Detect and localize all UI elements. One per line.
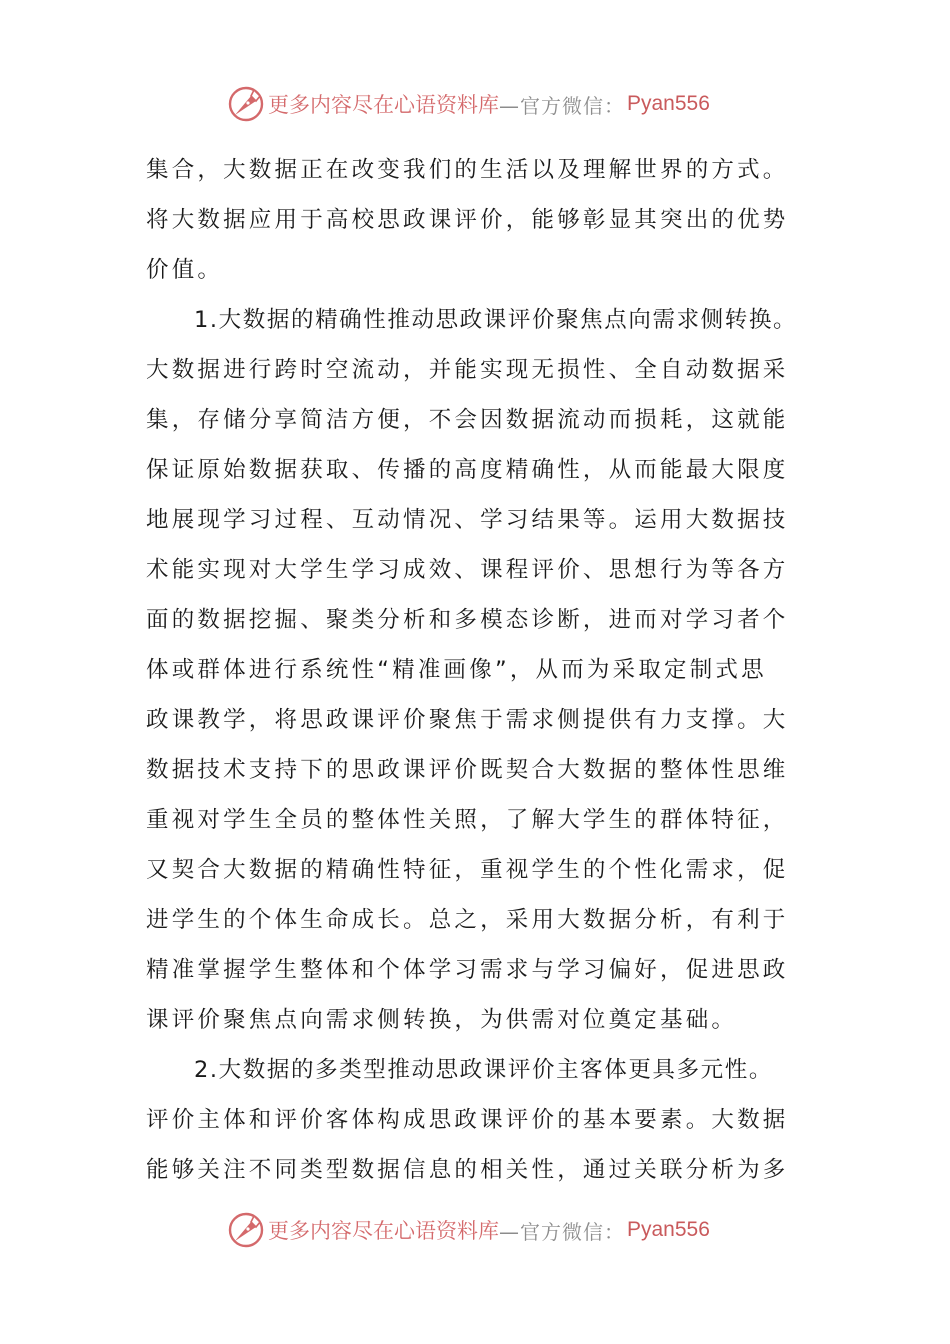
text-line: 政课教学，将思政课评价聚焦于需求侧提供有力支撑。大 xyxy=(146,707,789,733)
text-line: 地展现学习过程、互动情况、学习结果等。运用大数据技 xyxy=(146,507,789,533)
text-line: 大数据进行跨时空流动，并能实现无损性、全自动数据采 xyxy=(146,357,789,383)
text-line: 数据技术支持下的思政课评价既契合大数据的整体性思维 xyxy=(146,757,789,783)
footer-watermark xyxy=(226,1210,746,1250)
text-line: 将大数据应用于高校思政课评价，能够彰显其突出的优势 xyxy=(146,207,789,233)
document-body xyxy=(146,145,811,1195)
watermark-wechat-handle: Pyan556 xyxy=(627,1218,710,1241)
section-heading-2: 2.大数据的多类型推动思政课评价主客体更具多元性。 xyxy=(194,1057,773,1083)
text-line: 能够关注不同类型数据信息的相关性，通过关联分析为多 xyxy=(146,1157,789,1183)
text-line: 集，存储分享简洁方便，不会因数据流动而损耗，这就能 xyxy=(146,407,789,433)
text-line: 集合，大数据正在改变我们的生活以及理解世界的方式。 xyxy=(146,157,789,183)
text-line: 评价主体和评价客体构成思政课评价的基本要素。大数据 xyxy=(146,1107,789,1133)
watermark-main-text: 更多内容尽在心语资料库 xyxy=(268,1219,499,1243)
text-line: 保证原始数据获取、传播的高度精确性，从而能最大限度 xyxy=(146,457,789,483)
header-watermark xyxy=(226,84,746,124)
text-line: 课评价聚焦点向需求侧转换，为供需对位奠定基础。 xyxy=(146,1007,738,1033)
watermark-wechat-handle: Pyan556 xyxy=(627,92,710,115)
text-line: 进学生的个体生命成长。总之，采用大数据分析，有利于 xyxy=(146,907,789,933)
text-line: 价值。 xyxy=(146,257,224,283)
text-line: 又契合大数据的精确性特征，重视学生的个性化需求，促 xyxy=(146,857,789,883)
text-line: 体或群体进行系统性“精准画像”，从而为采取定制式思 xyxy=(146,657,767,683)
watermark-main-text: 更多内容尽在心语资料库 xyxy=(268,93,499,117)
pen-nib-logo-icon xyxy=(226,1210,266,1250)
section-heading-1: 1.大数据的精确性推动思政课评价聚焦点向需求侧转换。 xyxy=(194,307,798,333)
text-line: 面的数据挖掘、聚类分析和多模态诊断，进而对学习者个 xyxy=(146,607,789,633)
pen-nib-logo-icon xyxy=(226,84,266,124)
watermark-separator-text: —官方微信： xyxy=(499,1219,625,1244)
text-line: 精准掌握学生整体和个体学习需求与学习偏好，促进思政 xyxy=(146,957,789,983)
watermark-separator-text: —官方微信： xyxy=(499,93,625,118)
text-line: 重视对学生全员的整体性关照，了解大学生的群体特征， xyxy=(146,807,789,833)
text-line: 术能实现对大学生学习成效、课程评价、思想行为等各方 xyxy=(146,557,789,583)
